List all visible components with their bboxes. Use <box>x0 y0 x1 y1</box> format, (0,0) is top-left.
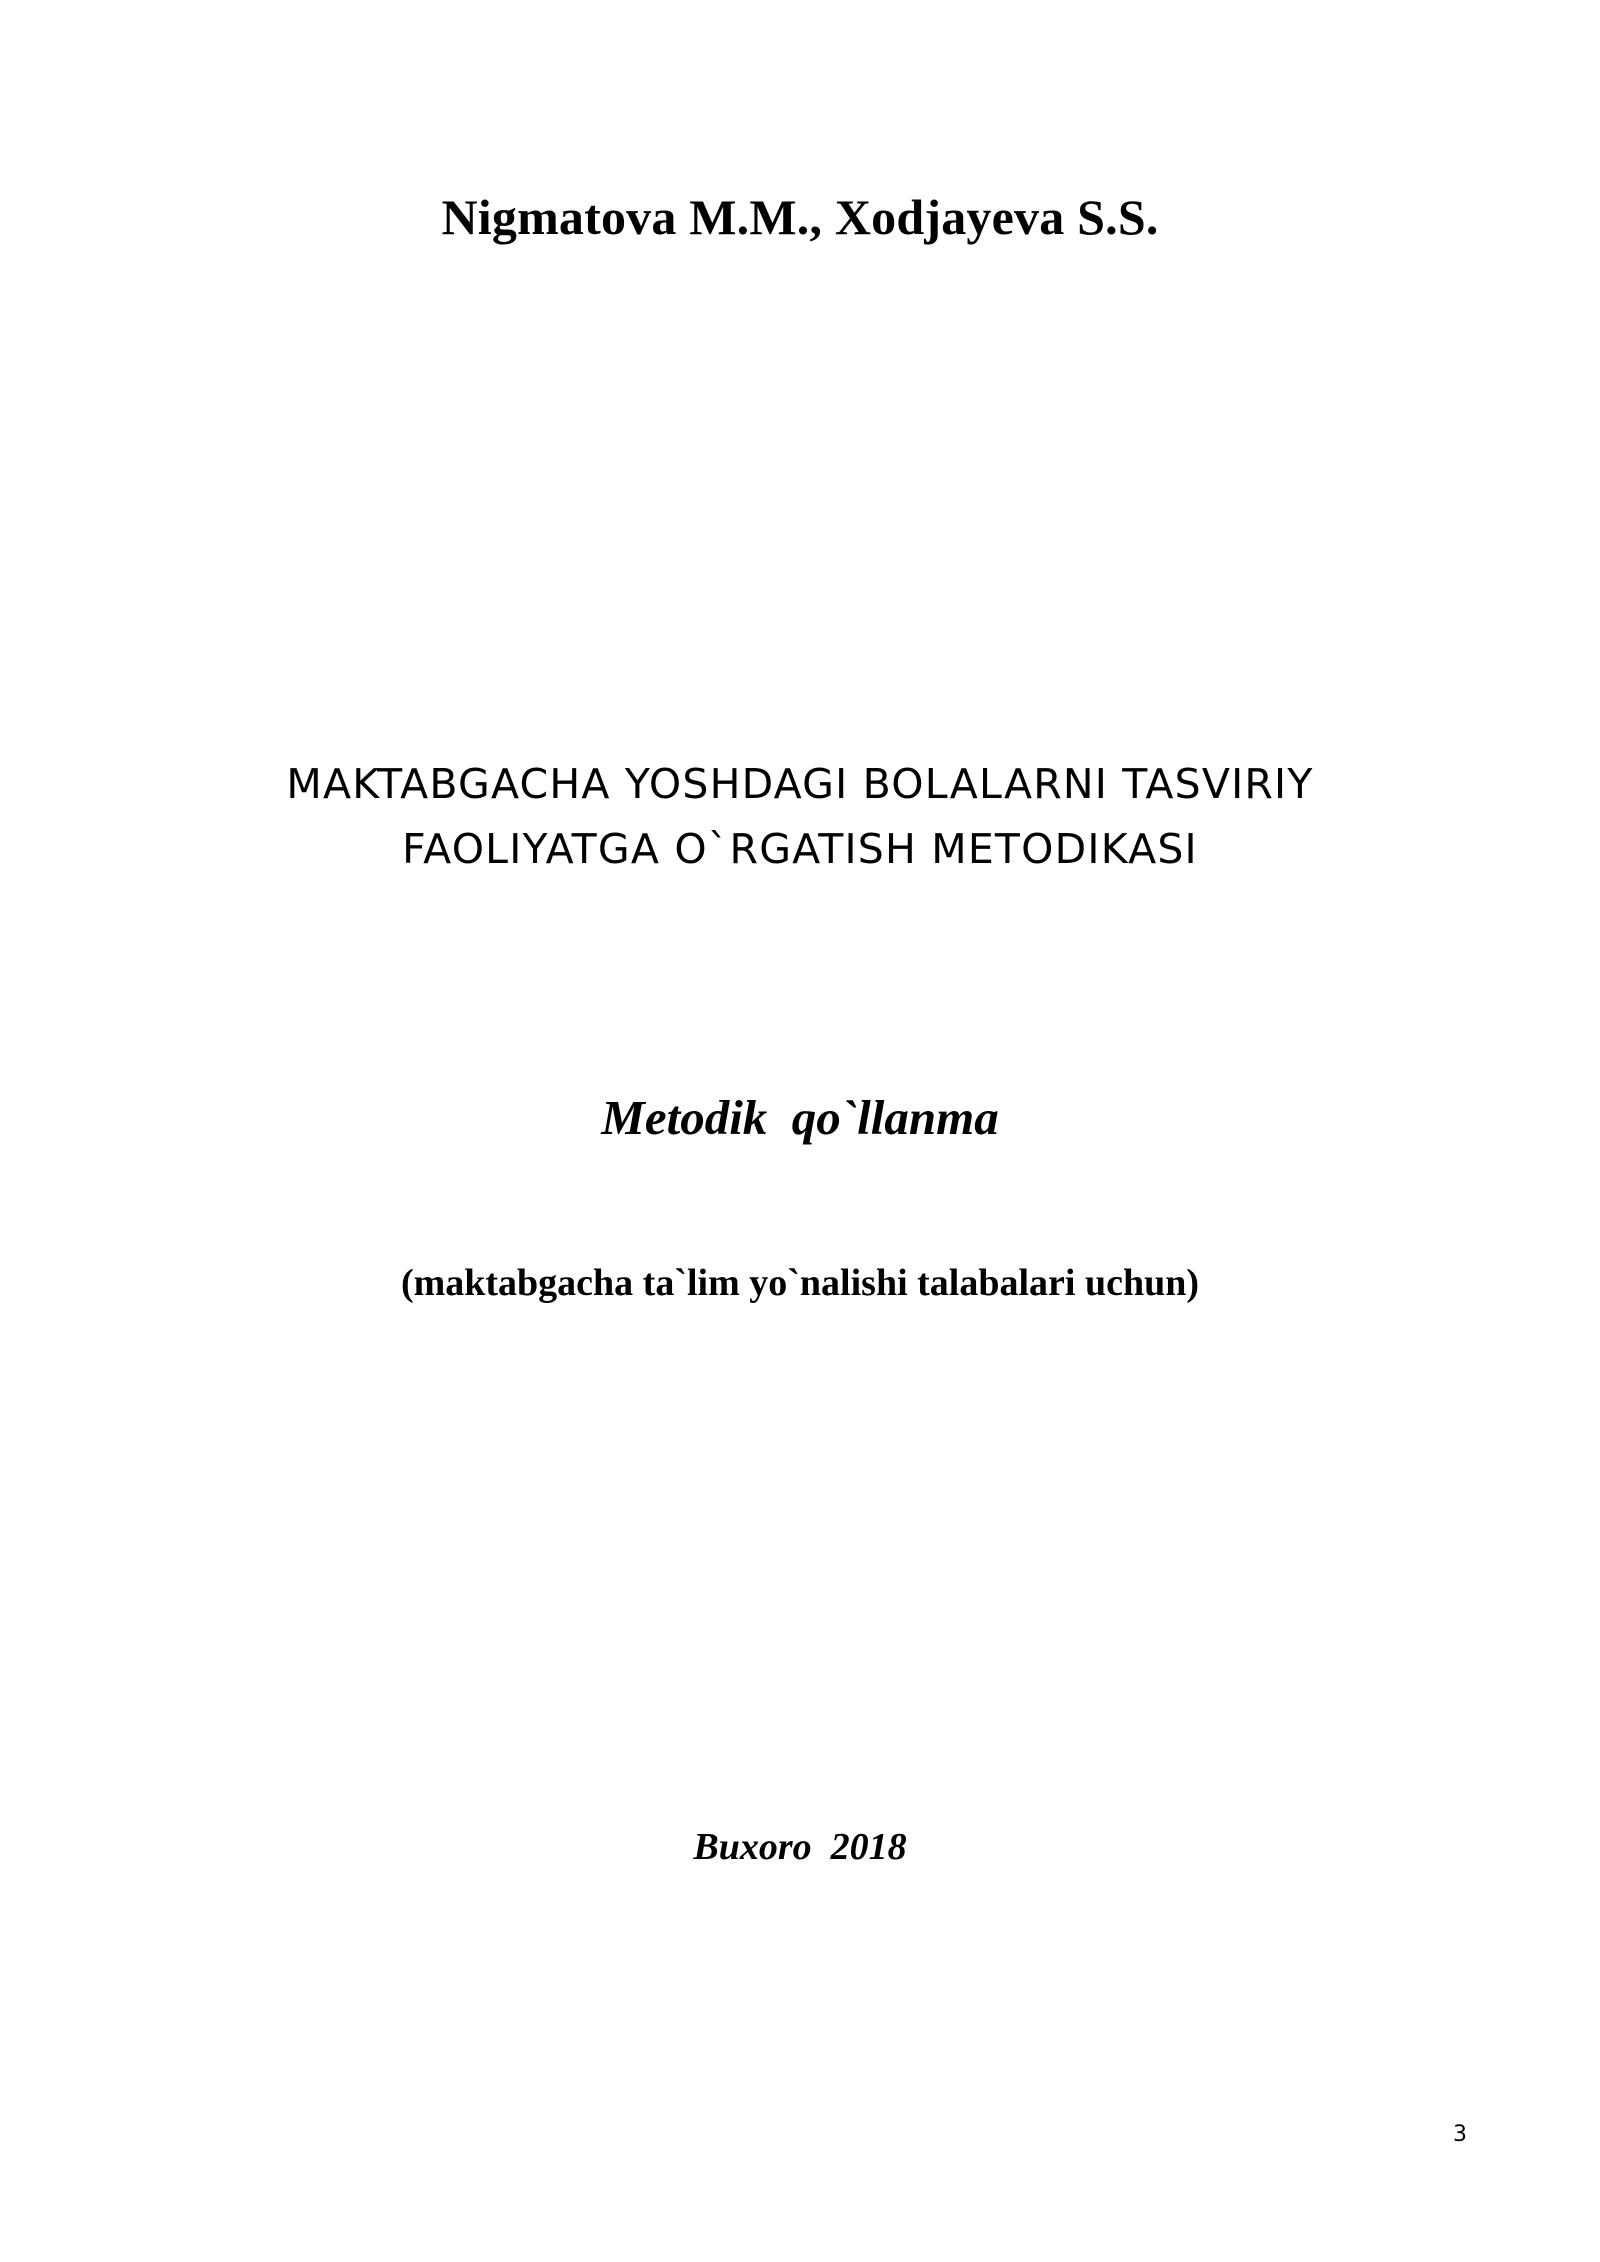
place-and-year: Buxoro 2018 <box>693 1826 907 1868</box>
document-subtitle: Metodik qo`llanma <box>601 1090 999 1145</box>
audience-note: (maktabgacha ta`lim yo`nalishi talabalari uchun) <box>400 1262 1200 1304</box>
title-line-2: FAOLIYATGA O`RGATISH METODIKASI <box>402 825 1198 873</box>
document-title <box>0 752 1600 882</box>
page-number: 3 <box>1453 2122 1467 2147</box>
authors-line: Nigmatova M.M., Xodjayeva S.S. <box>441 189 1159 245</box>
title-line-1: MAKTABGACHA YOSHDAGI BOLALARNI TASVIRIY <box>286 760 1314 808</box>
